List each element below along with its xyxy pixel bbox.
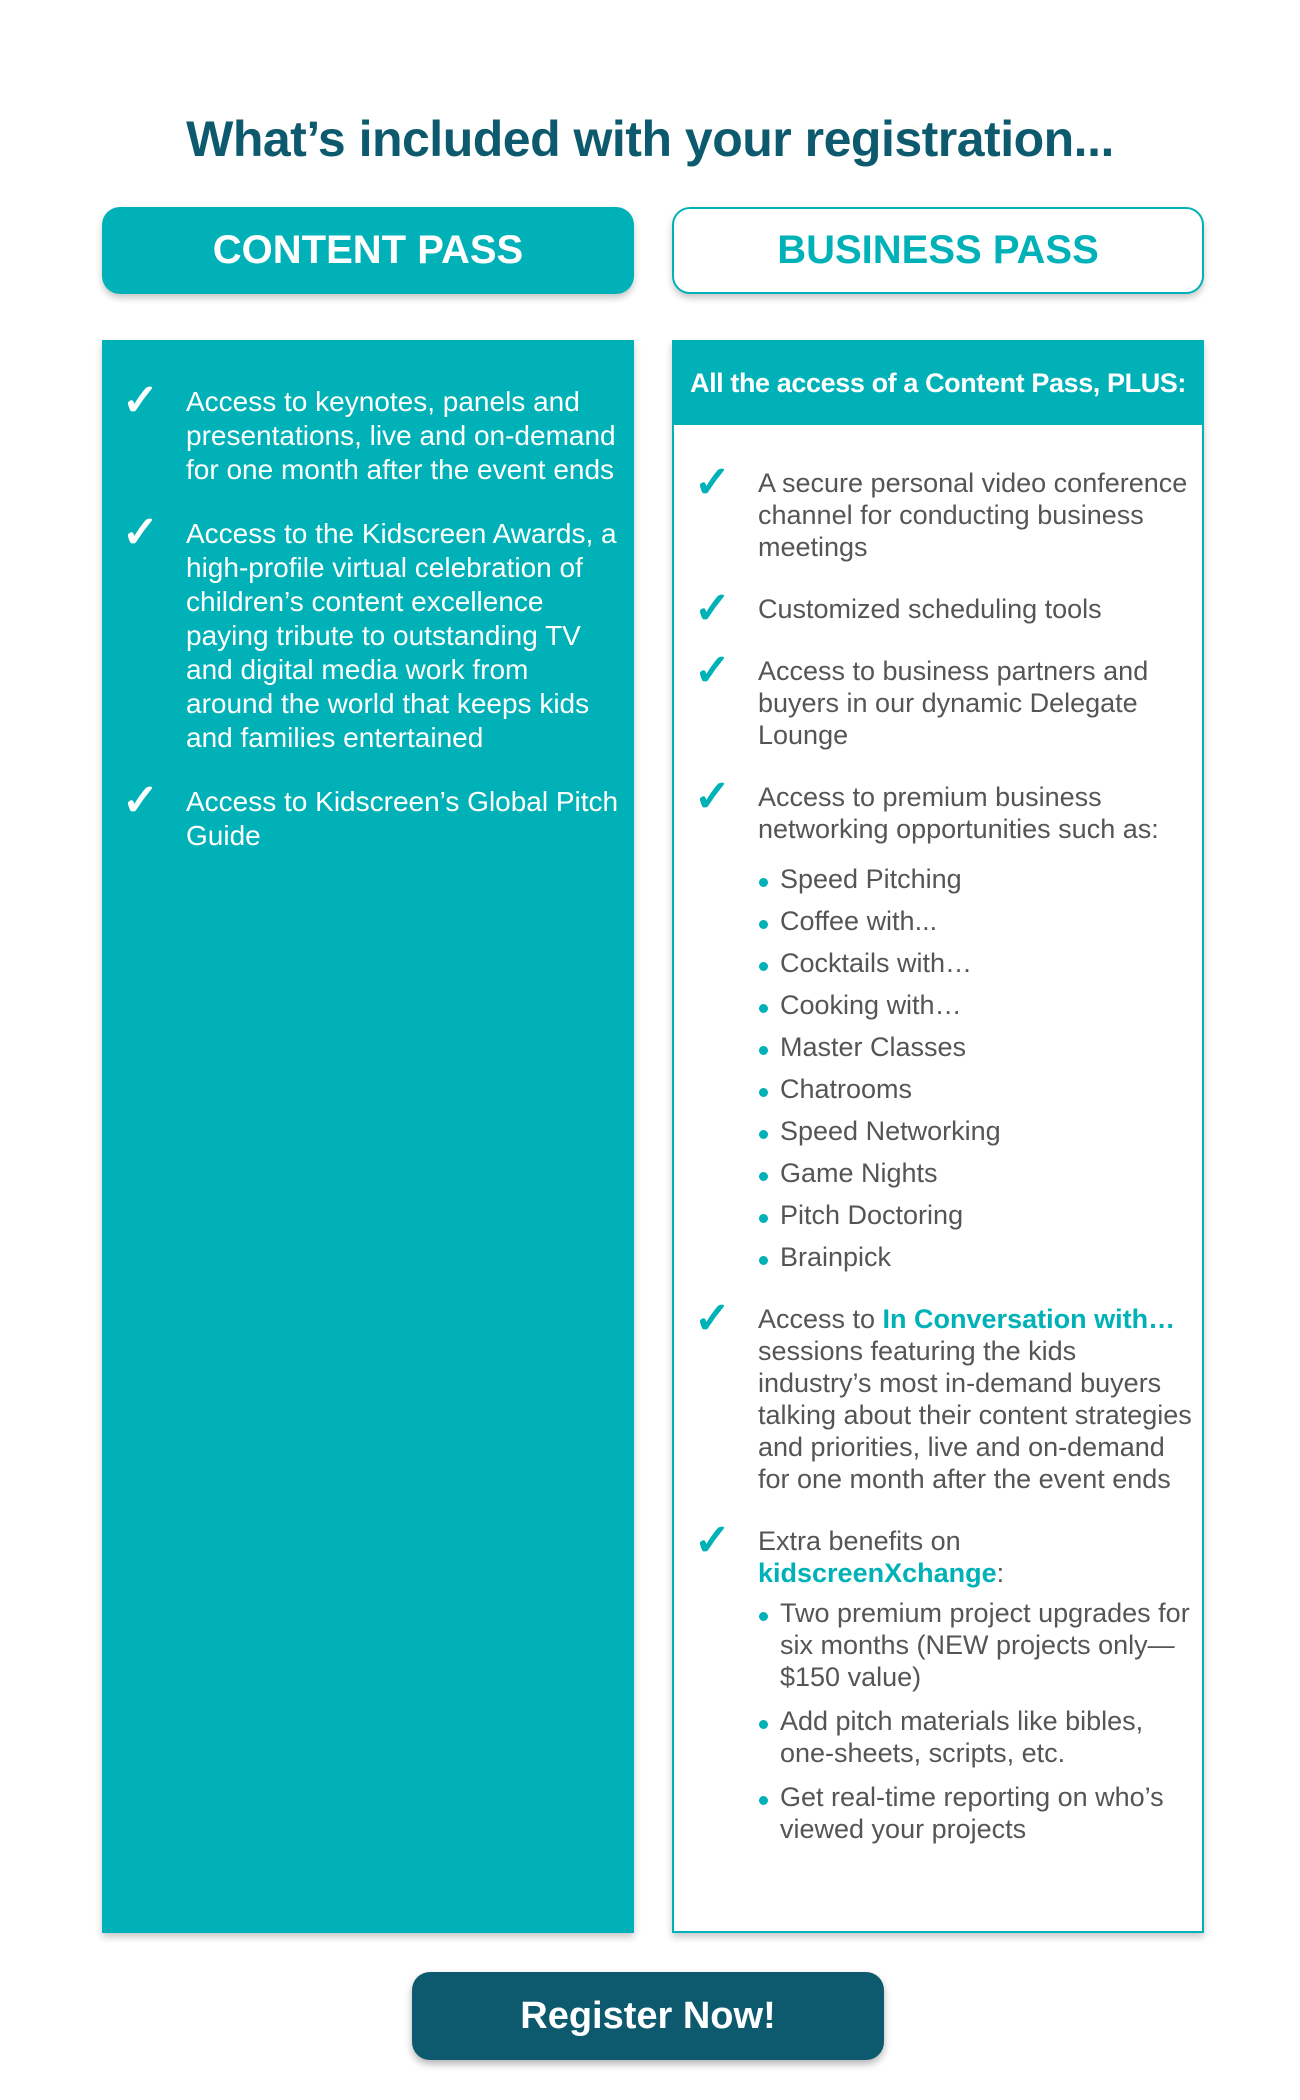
content-feature <box>122 776 622 853</box>
business-pass-header: All the access of a Content Pass, PLUS: <box>674 342 1202 425</box>
business-pass-feature-list <box>694 458 1194 1875</box>
check-icon: ✓ <box>694 458 731 507</box>
content-feature-text: Access to keynotes, panels and presentations, live and on-demand for one month after the event ends <box>186 386 616 485</box>
business-feature-text: Access to business partners and buyers in our dynamic Delegate Lounge <box>758 656 1149 750</box>
business-feature-text: A secure personal video conference channel for conducting business meetings <box>758 468 1188 562</box>
content-feature <box>122 376 622 487</box>
list-item: Game Nights <box>758 1157 1194 1189</box>
feature-prefix: Extra benefits on <box>758 1526 961 1556</box>
check-icon: ✓ <box>694 584 731 633</box>
business-feature <box>694 1516 1194 1845</box>
register-now-button[interactable]: Register Now! <box>412 1972 884 2060</box>
business-feature-text <box>758 1525 1194 1589</box>
content-pass-panel <box>102 340 634 1933</box>
check-icon: ✓ <box>694 1294 731 1343</box>
business-feature <box>694 1294 1194 1495</box>
business-feature-text: Customized scheduling tools <box>758 594 1102 624</box>
business-feature <box>694 584 1194 633</box>
list-item: Speed Networking <box>758 1115 1194 1147</box>
list-item: Pitch Doctoring <box>758 1199 1194 1231</box>
check-icon: ✓ <box>122 508 159 557</box>
list-item: Speed Pitching <box>758 863 1194 895</box>
list-item: Chatrooms <box>758 1073 1194 1105</box>
business-pass-label: BUSINESS PASS <box>777 228 1099 272</box>
list-item: Coffee with... <box>758 905 1194 937</box>
list-item: Add pitch materials like bibles, one-sheets, scripts, etc. <box>758 1705 1194 1769</box>
business-feature <box>694 646 1194 751</box>
list-item: Two premium project upgrades for six months (NEW projects only—$150 value) <box>758 1597 1194 1693</box>
page-title: What’s included with your registration... <box>186 110 1114 167</box>
kidscreenxchange-link[interactable]: kidscreenXchange <box>758 1558 997 1588</box>
business-pass-tab[interactable] <box>672 207 1204 294</box>
list-item: Brainpick <box>758 1241 1194 1273</box>
check-icon: ✓ <box>694 1516 731 1565</box>
check-icon: ✓ <box>122 776 159 825</box>
business-feature-text: Access to premium business networking opportunities such as: <box>758 782 1159 844</box>
list-item: Cooking with… <box>758 989 1194 1021</box>
business-feature <box>694 772 1194 1273</box>
business-feature <box>694 458 1194 563</box>
list-item: Get real-time reporting on who’s viewed your projects <box>758 1781 1194 1845</box>
content-pass-tab[interactable] <box>102 207 634 294</box>
networking-bullet-list <box>758 863 1194 1273</box>
in-conversation-link[interactable]: In Conversation with… <box>882 1304 1176 1334</box>
list-item: Master Classes <box>758 1031 1194 1063</box>
feature-suffix: sessions featuring the kids industry’s most in-demand buyers talking about their content strategies and priorities, live and on-demand for one month after the event ends <box>758 1336 1192 1494</box>
content-feature-text: Access to Kidscreen’s Global Pitch Guide <box>186 786 619 851</box>
content-feature <box>122 508 622 755</box>
content-feature-text: Access to the Kidscreen Awards, a high-profile virtual celebration of children’s content excellence paying tribute to outstanding TV and digital media work from around the world that keeps kids and families entertained <box>186 518 617 753</box>
xchange-bullet-list <box>758 1597 1194 1845</box>
feature-prefix: Access to <box>758 1304 883 1334</box>
feature-suffix: : <box>996 1558 1005 1588</box>
business-feature-text <box>758 1303 1194 1495</box>
check-icon: ✓ <box>694 772 731 821</box>
content-pass-label: CONTENT PASS <box>212 228 524 272</box>
list-item: Cocktails with… <box>758 947 1194 979</box>
check-icon: ✓ <box>122 376 159 425</box>
content-pass-feature-list <box>122 376 622 883</box>
business-pass-panel <box>672 340 1204 1933</box>
check-icon: ✓ <box>694 646 731 695</box>
